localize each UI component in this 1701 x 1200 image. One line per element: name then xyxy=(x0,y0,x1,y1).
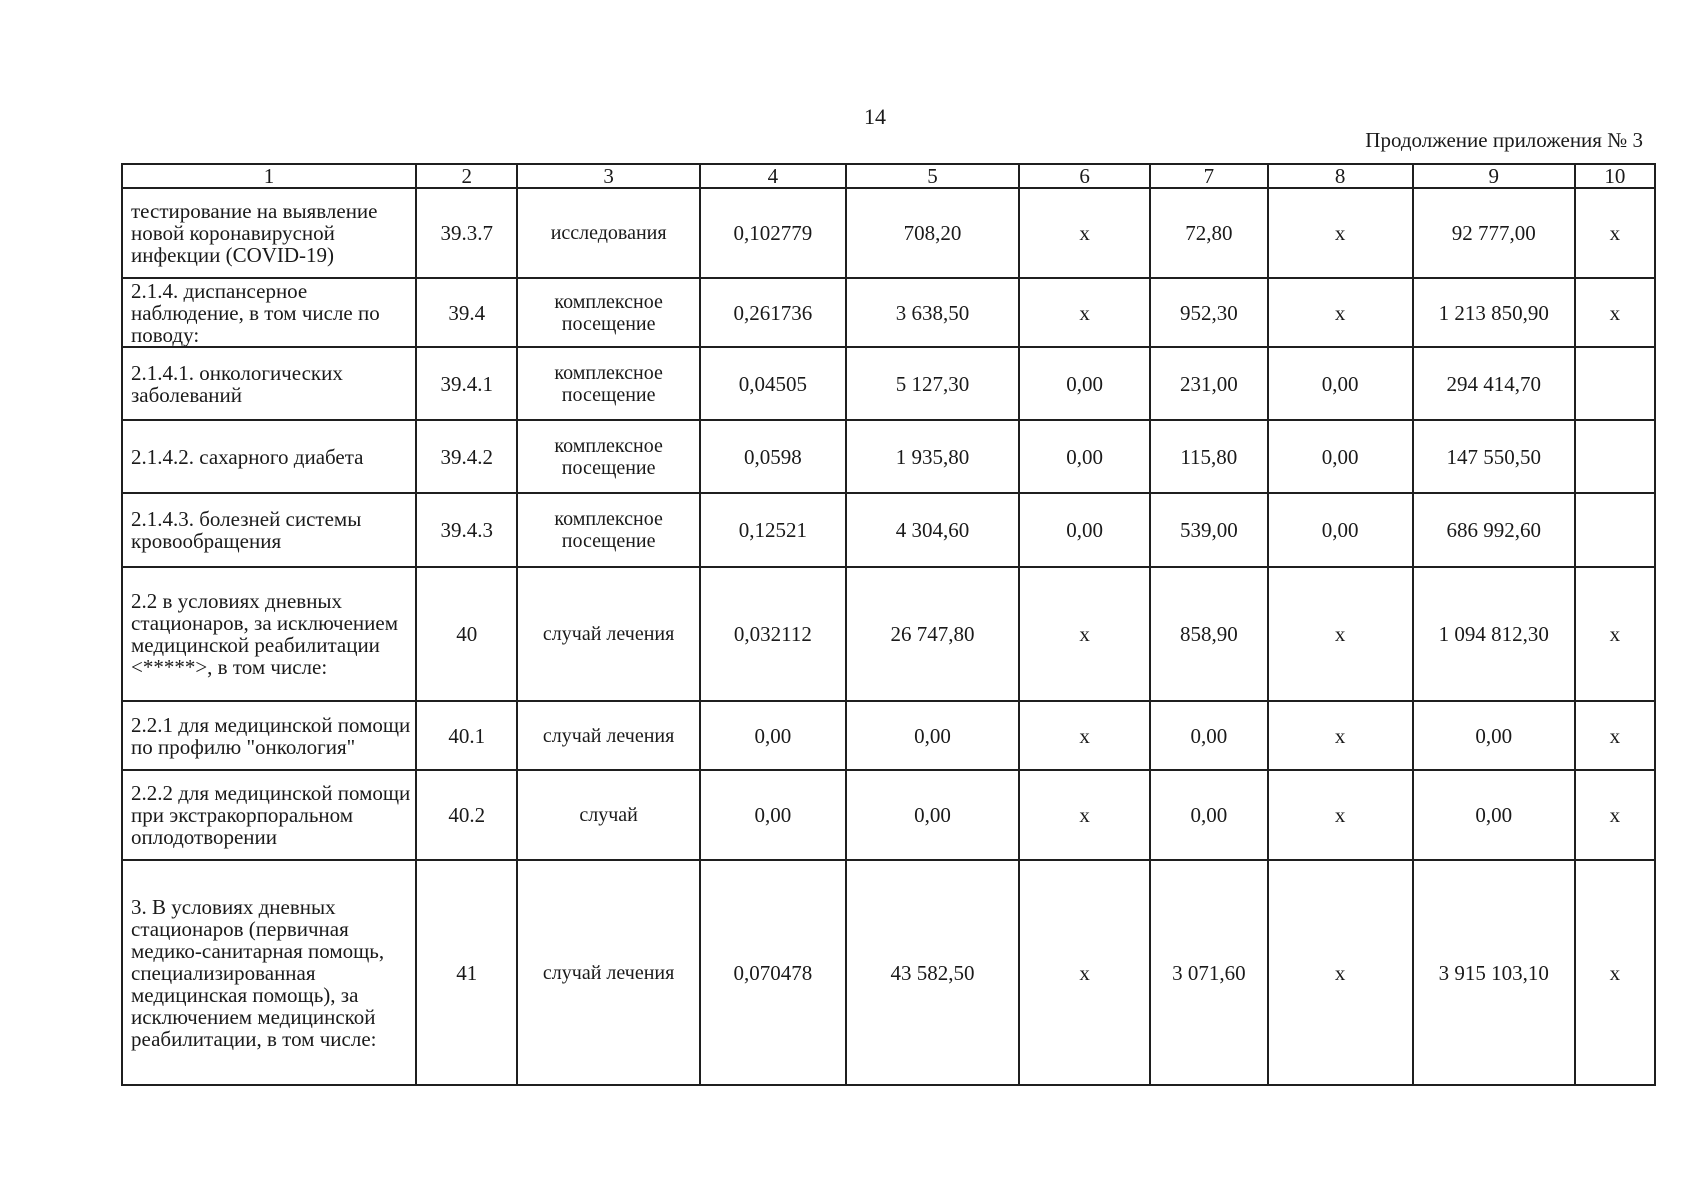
row-cell: 147 550,50 xyxy=(1413,420,1575,493)
row-cell: 43 582,50 xyxy=(846,860,1019,1085)
row-cell: х xyxy=(1019,770,1150,860)
row-cell: 92 777,00 xyxy=(1413,188,1575,278)
table-row xyxy=(122,860,1655,1085)
row-cell xyxy=(1575,347,1655,420)
row-name: тестирование на выявление новой коронавирусной инфекции (COVID-19) xyxy=(122,188,416,278)
page-number: 14 xyxy=(864,104,886,129)
row-cell: х xyxy=(1268,278,1413,347)
column-header: 6 xyxy=(1019,164,1150,188)
row-cell: 231,00 xyxy=(1150,347,1268,420)
row-unit: случай xyxy=(517,770,699,860)
row-cell: 3 638,50 xyxy=(846,278,1019,347)
row-unit: случай лечения xyxy=(517,567,699,701)
row-cell xyxy=(1575,420,1655,493)
row-unit: комплексное посещение xyxy=(517,493,699,567)
row-cell: 0,00 xyxy=(1413,770,1575,860)
row-cell: 1 213 850,90 xyxy=(1413,278,1575,347)
row-cell: 686 992,60 xyxy=(1413,493,1575,567)
row-cell: 0,070478 xyxy=(700,860,846,1085)
table-row xyxy=(122,567,1655,701)
row-cell: 294 414,70 xyxy=(1413,347,1575,420)
row-cell: х xyxy=(1575,567,1655,701)
row-cell: 0,00 xyxy=(1019,347,1150,420)
row-cell: 0,00 xyxy=(1268,420,1413,493)
row-name: 2.1.4.3. болезней системы кровообращения xyxy=(122,493,416,567)
row-cell: 3 915 103,10 xyxy=(1413,860,1575,1085)
table-row xyxy=(122,420,1655,493)
row-cell: 0,00 xyxy=(846,770,1019,860)
row-cell: 0,00 xyxy=(1268,347,1413,420)
row-cell: 0,261736 xyxy=(700,278,846,347)
table-row xyxy=(122,493,1655,567)
row-cell: х xyxy=(1575,188,1655,278)
row-unit: случай лечения xyxy=(517,860,699,1085)
row-cell: 952,30 xyxy=(1150,278,1268,347)
column-header: 10 xyxy=(1575,164,1655,188)
column-header: 2 xyxy=(416,164,517,188)
row-cell: х xyxy=(1019,567,1150,701)
row-unit: комплексное посещение xyxy=(517,347,699,420)
row-name: 2.1.4. диспансерное наблюдение, в том числе по поводу: xyxy=(122,278,416,347)
row-cell: х xyxy=(1268,770,1413,860)
row-cell: х xyxy=(1575,770,1655,860)
row-code: 40 xyxy=(416,567,517,701)
row-cell: 4 304,60 xyxy=(846,493,1019,567)
row-cell: х xyxy=(1268,701,1413,770)
row-cell: х xyxy=(1268,567,1413,701)
row-cell: х xyxy=(1019,860,1150,1085)
row-code: 39.4.1 xyxy=(416,347,517,420)
row-code: 39.4.3 xyxy=(416,493,517,567)
row-cell: 0,00 xyxy=(1413,701,1575,770)
row-name: 2.2 в условиях дневных стационаров, за исключением медицинской реабилитации <*****>, в том числе: xyxy=(122,567,416,701)
row-name: 2.2.1 для медицинской помощи по профилю "онкология" xyxy=(122,701,416,770)
row-unit: случай лечения xyxy=(517,701,699,770)
row-code: 40.1 xyxy=(416,701,517,770)
row-cell: х xyxy=(1019,188,1150,278)
row-unit: комплексное посещение xyxy=(517,278,699,347)
row-cell: 0,00 xyxy=(1019,420,1150,493)
column-header: 5 xyxy=(846,164,1019,188)
row-cell: 72,80 xyxy=(1150,188,1268,278)
row-name: 2.1.4.2. сахарного диабета xyxy=(122,420,416,493)
row-cell: 0,12521 xyxy=(700,493,846,567)
row-cell: 858,90 xyxy=(1150,567,1268,701)
row-code: 39.4 xyxy=(416,278,517,347)
row-cell: 1 935,80 xyxy=(846,420,1019,493)
row-cell: х xyxy=(1019,701,1150,770)
table-row xyxy=(122,770,1655,860)
row-unit: комплексное посещение xyxy=(517,420,699,493)
row-cell: 115,80 xyxy=(1150,420,1268,493)
column-header: 3 xyxy=(517,164,699,188)
row-cell: 0,00 xyxy=(1268,493,1413,567)
row-code: 39.3.7 xyxy=(416,188,517,278)
table-header-row xyxy=(122,164,1655,188)
column-header: 1 xyxy=(122,164,416,188)
row-cell: 26 747,80 xyxy=(846,567,1019,701)
row-cell: х xyxy=(1575,278,1655,347)
document-subtitle: Продолжение приложения № 3 xyxy=(1365,128,1643,152)
row-name: 3. В условиях дневных стационаров (первичная медико-санитарная помощь, специализированная медицинская помощь), за исключением медицинской реабилитации, в том числе: xyxy=(122,860,416,1085)
column-header: 8 xyxy=(1268,164,1413,188)
row-cell: 0,00 xyxy=(1019,493,1150,567)
row-cell: 3 071,60 xyxy=(1150,860,1268,1085)
row-cell: х xyxy=(1268,188,1413,278)
row-cell: 0,00 xyxy=(700,701,846,770)
row-cell: 0,0598 xyxy=(700,420,846,493)
table-row xyxy=(122,278,1655,347)
row-cell: 0,032112 xyxy=(700,567,846,701)
row-cell: 0,102779 xyxy=(700,188,846,278)
row-cell: 0,00 xyxy=(1150,701,1268,770)
row-cell: 539,00 xyxy=(1150,493,1268,567)
row-code: 41 xyxy=(416,860,517,1085)
table-row xyxy=(122,347,1655,420)
row-cell xyxy=(1575,493,1655,567)
row-cell: 708,20 xyxy=(846,188,1019,278)
row-name: 2.1.4.1. онкологических заболеваний xyxy=(122,347,416,420)
row-name: 2.2.2 для медицинской помощи при экстракорпоральном оплодотворении xyxy=(122,770,416,860)
row-cell: х xyxy=(1575,860,1655,1085)
table-row xyxy=(122,701,1655,770)
column-header: 4 xyxy=(700,164,846,188)
row-code: 40.2 xyxy=(416,770,517,860)
row-cell: х xyxy=(1575,701,1655,770)
row-cell: 5 127,30 xyxy=(846,347,1019,420)
row-cell: х xyxy=(1268,860,1413,1085)
row-cell: х xyxy=(1019,278,1150,347)
row-cell: 0,04505 xyxy=(700,347,846,420)
row-cell: 0,00 xyxy=(700,770,846,860)
data-table xyxy=(121,163,1656,1086)
table-row xyxy=(122,188,1655,278)
row-cell: 1 094 812,30 xyxy=(1413,567,1575,701)
column-header: 7 xyxy=(1150,164,1268,188)
column-header: 9 xyxy=(1413,164,1575,188)
row-unit: исследования xyxy=(517,188,699,278)
row-cell: 0,00 xyxy=(846,701,1019,770)
row-cell: 0,00 xyxy=(1150,770,1268,860)
row-code: 39.4.2 xyxy=(416,420,517,493)
